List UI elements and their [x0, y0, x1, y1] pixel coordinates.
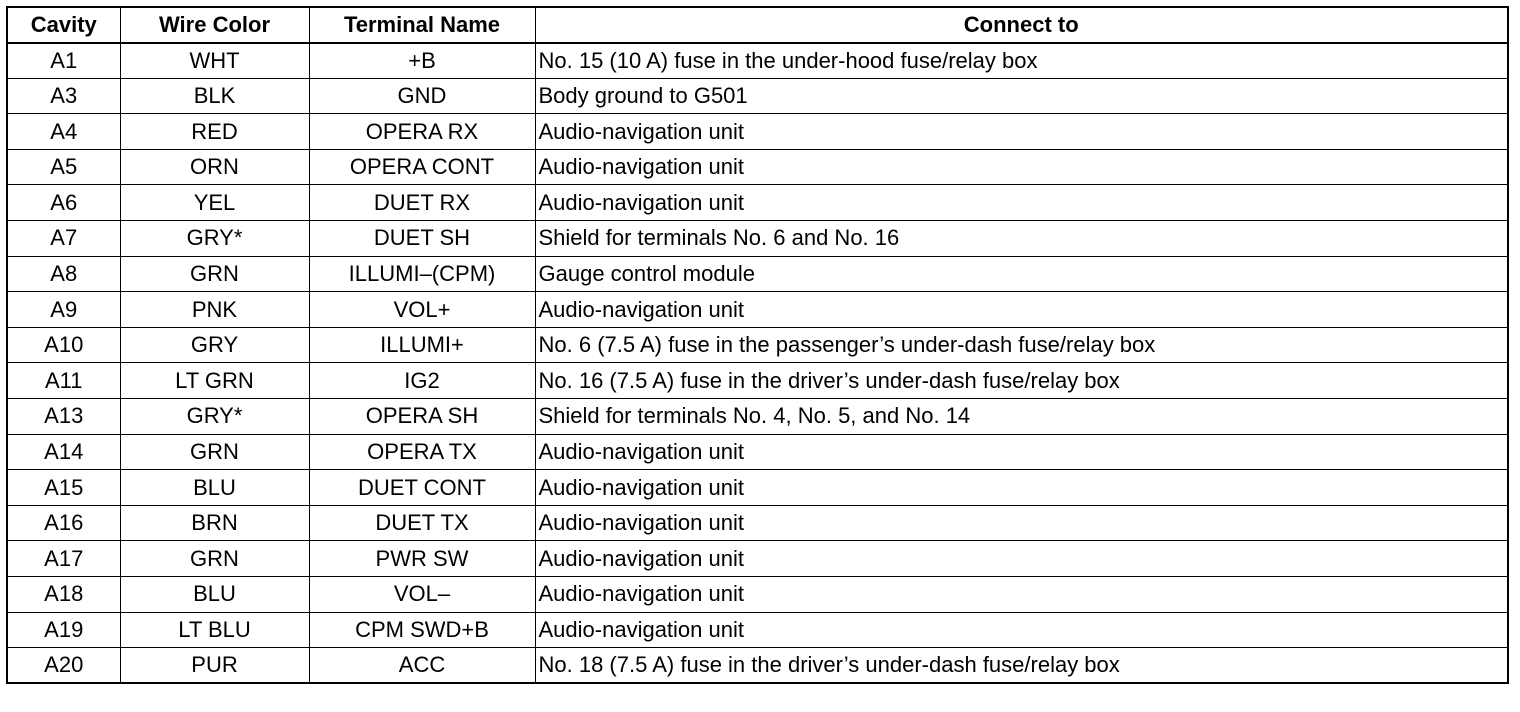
table-row	[7, 470, 1508, 506]
header-terminal-name: Terminal Name	[309, 7, 535, 43]
connect-to-cell: Shield for terminals No. 4, No. 5, and No. 14	[535, 399, 1508, 435]
connect-to-cell: Audio-navigation unit	[535, 577, 1508, 613]
wire-color-cell: PNK	[120, 292, 309, 328]
terminal-name-cell: +B	[309, 43, 535, 79]
cavity-cell: A11	[7, 363, 120, 399]
wire-color-cell: GRY	[120, 327, 309, 363]
header-cavity: Cavity	[7, 7, 120, 43]
table-row	[7, 505, 1508, 541]
table-header-row	[7, 7, 1508, 43]
connect-to-cell: Audio-navigation unit	[535, 149, 1508, 185]
terminal-name-cell: OPERA TX	[309, 434, 535, 470]
connector-pinout-table	[6, 6, 1509, 684]
table-row	[7, 221, 1508, 257]
table-row	[7, 399, 1508, 435]
table-row	[7, 363, 1508, 399]
terminal-name-cell: DUET CONT	[309, 470, 535, 506]
cavity-cell: A16	[7, 505, 120, 541]
table-row	[7, 256, 1508, 292]
terminal-name-cell: DUET TX	[309, 505, 535, 541]
connect-to-cell: Audio-navigation unit	[535, 292, 1508, 328]
cavity-cell: A1	[7, 43, 120, 79]
connect-to-cell: Audio-navigation unit	[535, 541, 1508, 577]
cavity-cell: A17	[7, 541, 120, 577]
terminal-name-cell: OPERA SH	[309, 399, 535, 435]
wire-color-cell: LT BLU	[120, 612, 309, 648]
connect-to-cell: No. 18 (7.5 A) fuse in the driver’s under-dash fuse/relay box	[535, 648, 1508, 684]
cavity-cell: A5	[7, 149, 120, 185]
table-row	[7, 434, 1508, 470]
wire-color-cell: GRN	[120, 541, 309, 577]
connect-to-cell: Audio-navigation unit	[535, 612, 1508, 648]
cavity-cell: A8	[7, 256, 120, 292]
table-row	[7, 114, 1508, 150]
connect-to-cell: Body ground to G501	[535, 78, 1508, 114]
cavity-cell: A4	[7, 114, 120, 150]
connect-to-cell: Gauge control module	[535, 256, 1508, 292]
wire-color-cell: BRN	[120, 505, 309, 541]
table-row	[7, 327, 1508, 363]
connect-to-cell: Audio-navigation unit	[535, 185, 1508, 221]
cavity-cell: A10	[7, 327, 120, 363]
table-row	[7, 612, 1508, 648]
cavity-cell: A15	[7, 470, 120, 506]
terminal-name-cell: VOL–	[309, 577, 535, 613]
connect-to-cell: No. 16 (7.5 A) fuse in the driver’s under-dash fuse/relay box	[535, 363, 1508, 399]
cavity-cell: A20	[7, 648, 120, 684]
terminal-name-cell: OPERA CONT	[309, 149, 535, 185]
cavity-cell: A6	[7, 185, 120, 221]
table-row	[7, 541, 1508, 577]
table-row	[7, 185, 1508, 221]
terminal-name-cell: DUET SH	[309, 221, 535, 257]
terminal-name-cell: ILLUMI–(CPM)	[309, 256, 535, 292]
terminal-name-cell: IG2	[309, 363, 535, 399]
wire-color-cell: GRN	[120, 256, 309, 292]
connect-to-cell: Audio-navigation unit	[535, 470, 1508, 506]
connect-to-cell: No. 15 (10 A) fuse in the under-hood fuse/relay box	[535, 43, 1508, 79]
cavity-cell: A13	[7, 399, 120, 435]
wire-color-cell: PUR	[120, 648, 309, 684]
table-row	[7, 149, 1508, 185]
terminal-name-cell: DUET RX	[309, 185, 535, 221]
header-connect-to: Connect to	[535, 7, 1508, 43]
connect-to-cell: Shield for terminals No. 6 and No. 16	[535, 221, 1508, 257]
wire-color-cell: LT GRN	[120, 363, 309, 399]
wire-color-cell: BLK	[120, 78, 309, 114]
terminal-name-cell: CPM SWD+B	[309, 612, 535, 648]
wire-color-cell: GRY*	[120, 221, 309, 257]
cavity-cell: A14	[7, 434, 120, 470]
wire-color-cell: YEL	[120, 185, 309, 221]
wire-color-cell: GRY*	[120, 399, 309, 435]
terminal-name-cell: VOL+	[309, 292, 535, 328]
terminal-name-cell: GND	[309, 78, 535, 114]
terminal-name-cell: PWR SW	[309, 541, 535, 577]
wire-color-cell: ORN	[120, 149, 309, 185]
wire-color-cell: GRN	[120, 434, 309, 470]
wire-color-cell: BLU	[120, 577, 309, 613]
cavity-cell: A18	[7, 577, 120, 613]
connect-to-cell: Audio-navigation unit	[535, 505, 1508, 541]
terminal-name-cell: ILLUMI+	[309, 327, 535, 363]
connect-to-cell: Audio-navigation unit	[535, 114, 1508, 150]
terminal-name-cell: OPERA RX	[309, 114, 535, 150]
cavity-cell: A19	[7, 612, 120, 648]
table-row	[7, 577, 1508, 613]
table-row	[7, 292, 1508, 328]
connect-to-cell: Audio-navigation unit	[535, 434, 1508, 470]
table-row	[7, 78, 1508, 114]
connect-to-cell: No. 6 (7.5 A) fuse in the passenger’s under-dash fuse/relay box	[535, 327, 1508, 363]
cavity-cell: A9	[7, 292, 120, 328]
wire-color-cell: BLU	[120, 470, 309, 506]
terminal-name-cell: ACC	[309, 648, 535, 684]
table-row	[7, 648, 1508, 684]
wire-color-cell: WHT	[120, 43, 309, 79]
table-row	[7, 43, 1508, 79]
cavity-cell: A3	[7, 78, 120, 114]
cavity-cell: A7	[7, 221, 120, 257]
header-wire-color: Wire Color	[120, 7, 309, 43]
wire-color-cell: RED	[120, 114, 309, 150]
